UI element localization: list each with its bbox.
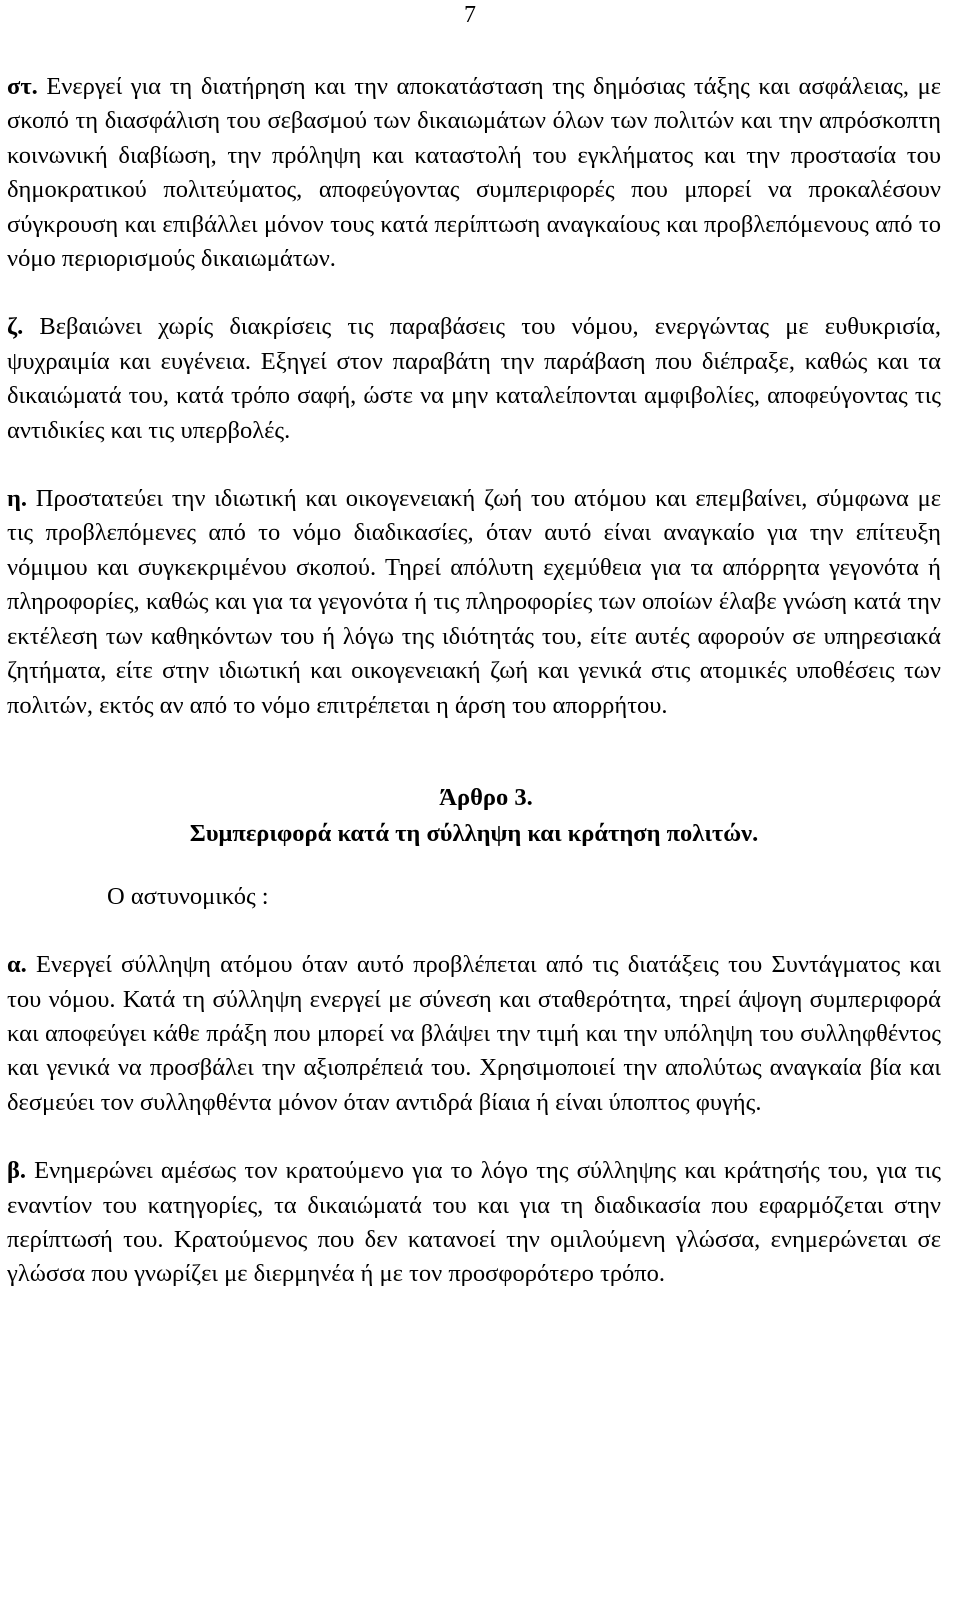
intro-line: Ο αστυνομικός : (107, 882, 269, 910)
paragraph-i (7, 482, 941, 723)
paragraph-z (7, 310, 941, 448)
paragraph-text: Ενημερώνει αμέσως τον κρατούμενο για το λόγο της σύλληψης και κράτησής του, για τις εναντίον του κατηγορίες, τα δικαιώματά του και για τη διαδικασία που εφαρμόζεται στην περίπτωσή του. Κρατούμενος που δεν κατανοεί την ομιλούμενη γλώσσα, ενημερώνεται σε γλώσσα που γνωρίζει με διερμηνέα ή με τον προσφορότερο τρόπο. (7, 1157, 941, 1288)
paragraph-label: β. (7, 1157, 27, 1185)
paragraph-text: Ενεργεί σύλληψη ατόμου όταν αυτό προβλέπεται από τις διατάξεις του Συντάγματος και του νόμου. Κατά τη σύλληψη ενεργεί με σύνεση και σταθερότητα, τηρεί άψογη συμπεριφορά και αποφεύγει κάθε πράξη που μπορεί να βλάψει την τιμή και την υπόληψη του συλληφθέντος και γενικά να προσβάλει την αξιοπρέπειά του. Χρησιμοποιεί την απολύτως αναγκαία βία και δεσμεύει τον συλληφθέντα μόνον όταν αντιδρά βίαια ή είναι ύποπτος φυγής. (7, 951, 941, 1116)
article-number: Άρθρο 3. (439, 783, 533, 811)
page-number: 7 (464, 2, 476, 28)
paragraph-text: Βεβαιώνει χωρίς διακρίσεις τις παραβάσεις του νόμου, ενεργώντας με ευθυκρισία, ψυχραιμία και ευγένεια. Εξηγεί στον παραβάτη την παράβαση που διέπραξε, καθώς και τα δικαιώματά του, κατά τρόπο σαφή, ώστε να μην καταλείπονται αμφιβολίες, αποφεύγοντας τις αντιδικίες και τις υπερβολές. (7, 313, 941, 444)
article-title: Συμπεριφορά κατά τη σύλληψη και κράτηση πολιτών. (189, 820, 759, 848)
paragraph-st (7, 70, 941, 276)
paragraph-label: ζ. (7, 313, 24, 341)
paragraph-b (7, 1154, 941, 1292)
paragraph-text: Ενεργεί για τη διατήρηση και την αποκατάσταση της δημόσιας τάξης και ασφάλειας, με σκοπό τη διασφάλιση του σεβασμού των δικαιωμάτων όλων των πολιτών και την απρόσκοπτη κοινωνική διαβίωση, την πρόληψη και καταστολή του εγκλήματος και την προστασία του δημοκρατικού πολιτεύματος, αποφεύγοντας συμπεριφορές που μπορεί να προκαλέσουν σύγκρουση και επιβάλλει μόνον τους κατά περίπτωση αναγκαίους και προβλεπόμενους από το νόμο περιορισμούς δικαιωμάτων. (7, 73, 941, 273)
paragraph-a (7, 948, 941, 1120)
paragraph-label: α. (7, 951, 27, 979)
paragraph-label: η. (7, 485, 28, 513)
paragraph-label: στ. (7, 73, 38, 100)
paragraph-text: Προστατεύει την ιδιωτική και οικογενειακή ζωή του ατόμου και επεμβαίνει, σύμφωνα με τις προβλεπόμενες από το νόμο διαδικασίες, όταν αυτό είναι αναγκαίο για την επίτευξη νόμιμου και συγκεκριμένου σκοπού. Τηρεί απόλυτη εχεμύθεια για τα απόρρητα γεγονότα ή πληροφορίες, καθώς και για τα γεγονότα ή τις πληροφορίες των οποίων έλαβε γνώση κατά την εκτέλεση των καθηκόντων του ή λόγω της ιδιότητάς του, είτε αυτές αφορούν σε υπηρεσιακά ζητήματα, είτε στην ιδιωτική και οικογενειακή ζωή και γενικά στις ατομικές υποθέσεις των πολιτών, εκτός αν από το νόμο επιτρέπεται η άρση του απορρήτου. (7, 485, 941, 719)
document-body (7, 70, 941, 1292)
